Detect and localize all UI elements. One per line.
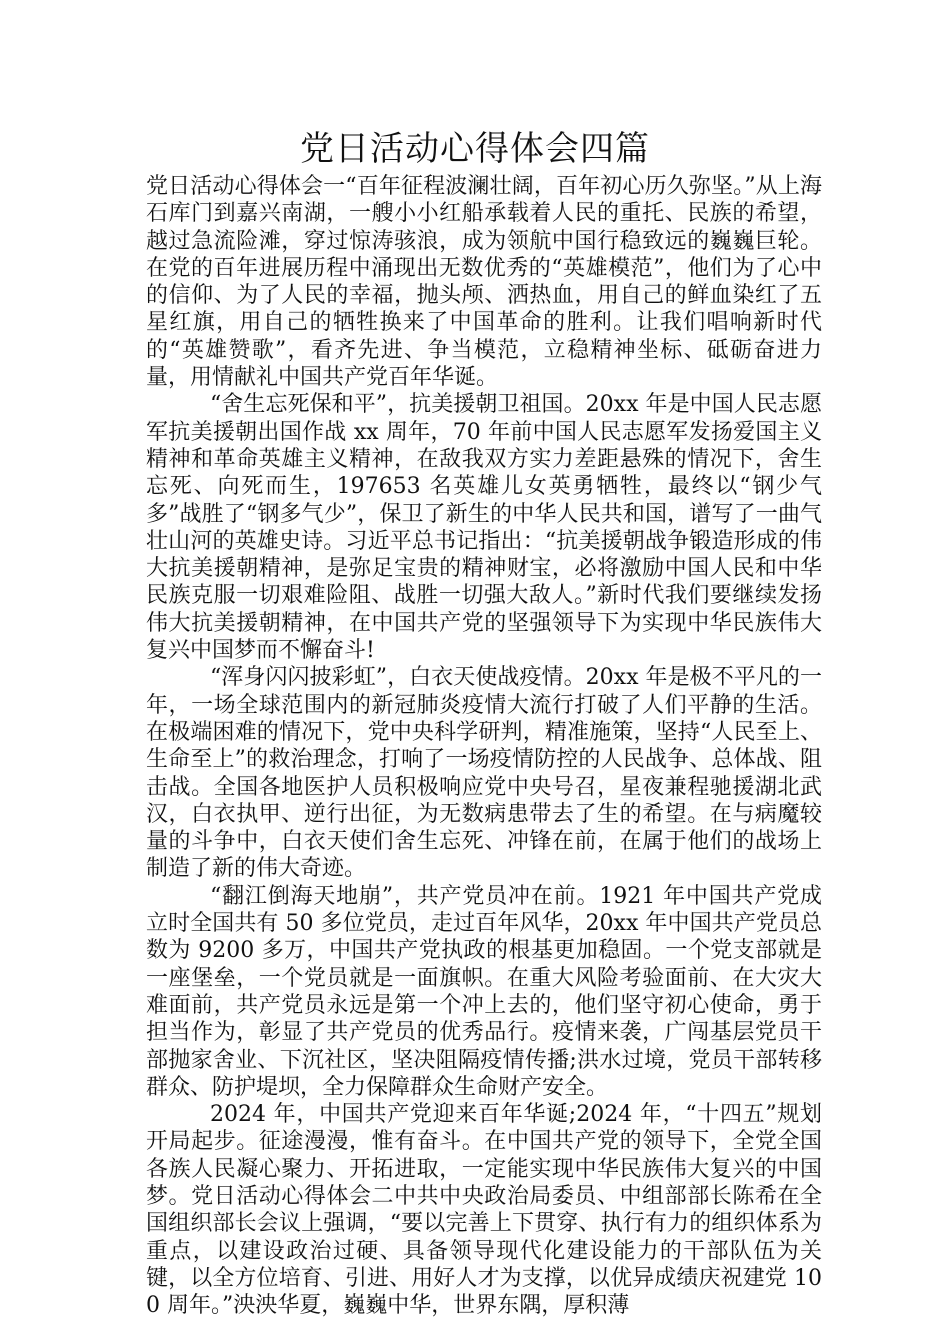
- paragraph-intro: 党日活动心得体会一“百年征程波澜壮阔，百年初心历久弥坚。”从上海石库门到嘉兴南湖，一艘小小红船承载着人民的重托、民族的希望，越过急流险滩，穿过惊涛骇浪，成为领航中国行稳致远的巍巍巨轮。在党的百年进展历程中涌现出无数优秀的“英雄模范”，他们为了心中的信仰、为了人民的幸福，抛头颅、洒热血，用自己的鲜血染红了五星红旗，用自己的牺牲换来了中国革命的胜利。让我们唱响新时代的“英雄赞歌”，看齐先进、争当模范，立稳精神坐标、砥砺奋进力量，用情献礼中国共产党百年华诞。: [146, 174, 822, 391]
- paragraph-korean-war: “舍生忘死保和平”，抗美援朝卫祖国。20xx 年是中国人民志愿军抗美援朝出国作战 xx 周年，70 年前中国人民志愿军发扬爱国主义精神和革命英雄主义精神，在敌我双方实力差距悬殊的情况下，舍生忘死、向死而生，197653 名英雄儿女英勇牺牲，最终以“钢少气多”战胜了“钢多气少”，保卫了新生的中华人民共和国，谱写了一曲气壮山河的英雄史诗。习近平总书记指出：“抗美援朝战争锻造形成的伟大抗美援朝精神，是弥足宝贵的精神财宝，必将激励中国人民和中华民族克服一切艰难险阻、战胜一切强大敌人。”新时代我们要继续发扬伟大抗美援朝精神，在中国共产党的坚强领导下为实现中华民族伟大复兴中国梦而不懈奋斗!: [146, 392, 822, 664]
- paragraph-epidemic: “浑身闪闪披彩虹”，白衣天使战疫情。20xx 年是极不平凡的一年，一场全球范围内的新冠肺炎疫情大流行打破了人们平静的生活。在极端困难的情况下，党中央科学研判，精准施策，坚持“人民至上、生命至上”的救治理念，打响了一场疫情防控的人民战争、总体战、阻击战。全国各地医护人员积极响应党中央号召，星夜兼程驰援湖北武汉，白衣执甲、逆行出征，为无数病患带去了生的希望。在与病魔较量的斗争中，白衣天使们舍生忘死、冲锋在前，在属于他们的战场上制造了新的伟大奇迹。: [146, 665, 822, 882]
- paragraph-centenary: 2024 年，中国共产党迎来百年华诞;2024 年，“十四五”规划开局起步。征途漫漫，惟有奋斗。在中国共产党的领导下，全党全国各族人民凝心聚力、开拓进取，一定能实现中华民族伟大复兴的中国梦。党日活动心得体会二中共中央政治局委员、中组部部长陈希在全国组织部长会议上强调，“要以完善上下贯穿、执行有力的组织体系为重点，以建设政治过硬、具备领导现代化建设能力的干部队伍为关键，以全方位培育、引进、用好人才为支撑，以优异成绩庆祝建党 100 周年。”泱泱华夏，巍巍中华，世界东隅，厚积薄: [146, 1102, 822, 1319]
- paragraph-party-members: “翻江倒海天地崩”，共产党员冲在前。1921 年中国共产党成立时全国共有 50 多位党员，走过百年风华，20xx 年中国共产党员总数为 9200 多万，中国共产党执政的根基更加稳固。一个党支部就是一座堡垒，一个党员就是一面旗帜。在重大风险考验面前、在大灾大难面前，共产党员永远是第一个冲上去的，他们坚守初心使命，勇于担当作为，彰显了共产党员的优秀品行。疫情来袭，广闯基层党员干部抛家舍业、下沉社区，坚决阻隔疫情传播;洪水过境，党员干部转移群众、防护堤坝，全力保障群众生命财产安全。: [146, 883, 822, 1100]
- document-title: 党日活动心得体会四篇: [300, 129, 650, 169]
- document-body: [146, 173, 822, 1319]
